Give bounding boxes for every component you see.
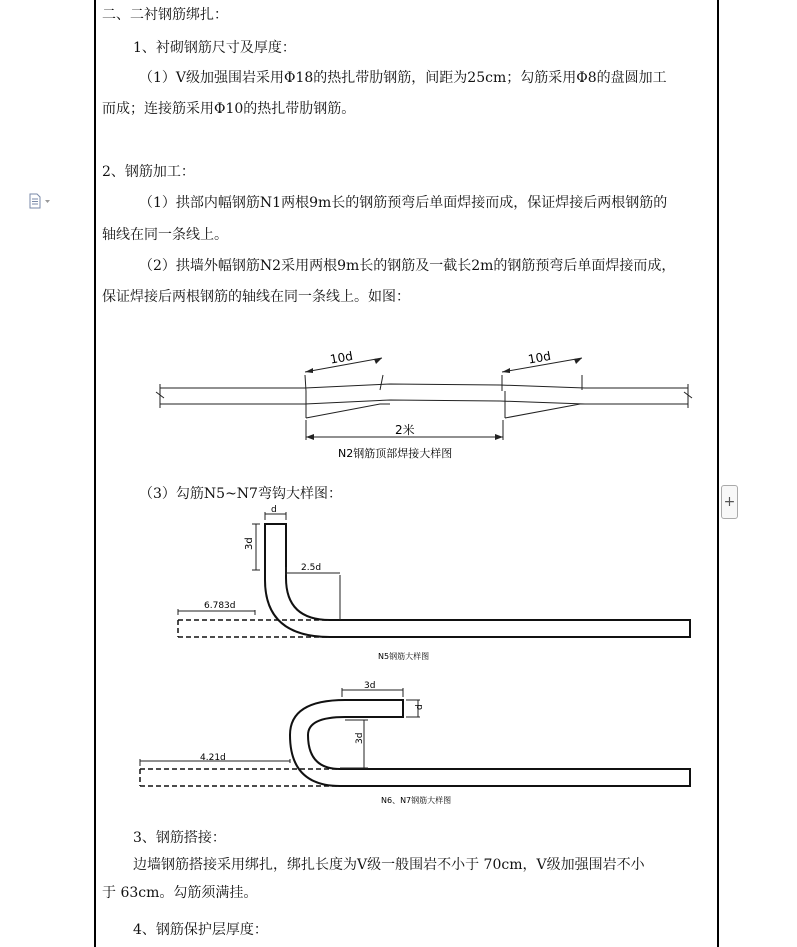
section-heading: 二、二衬钢筋绑扎：	[102, 7, 228, 23]
item3-paragraph-line1: 边墙钢筋搭接采用绑扎，绑扎长度为Ⅴ级一般围岩不小于 70cm，Ⅴ级加强围岩不小	[133, 857, 645, 873]
expand-button[interactable]: +	[721, 485, 738, 519]
n6-dim-side: d	[415, 704, 425, 710]
n5-dim-bend: 2.5d	[301, 563, 322, 573]
item1-title: 1、衬砌钢筋尺寸及厚度：	[133, 40, 296, 56]
item2-paragraph2-line2: 保证焊接后两根钢筋的轴线在同一条线上。如图：	[102, 289, 410, 305]
item2-paragraph2-line1: （2）拱墙外幅钢筋N2采用两根9m长的钢筋及一截长2m的钢筋预弯后单面焊接而成，	[139, 258, 676, 274]
n6-dim-lap: 4.21d	[200, 753, 226, 763]
n5-dim-height: 3d	[244, 537, 255, 550]
item1-paragraph-line2: 而成；连接筋采用Φ10的热扎带肋钢筋。	[102, 101, 356, 117]
n6-dim-top: 3d	[364, 681, 376, 691]
n5-caption: N5钢筋大样图	[378, 652, 430, 661]
n5-dim-top: d	[271, 505, 277, 515]
item2-paragraph3: （3）勾筋N5~N7弯钩大样图：	[139, 486, 342, 502]
item2-paragraph1-line1: （1）拱部内幅钢筋N1两根9m长的钢筋预弯后单面焊接而成，保证焊接后两根钢筋的	[139, 195, 668, 211]
n6-caption: N6、N7钢筋大样图	[381, 796, 452, 805]
n5-dim-lap: 6.783d	[204, 601, 236, 611]
item2-paragraph1-line2: 轴线在同一条线上。	[102, 227, 228, 243]
n2-dim-right: 10d	[526, 348, 552, 367]
n2-dim-left: 10d	[328, 348, 354, 367]
item2-title: 2、钢筋加工：	[102, 164, 195, 180]
n2-dim-span: 2米	[395, 423, 415, 437]
n2-caption: N2钢筋顶部焊接大样图	[338, 447, 453, 460]
item3-paragraph-line2: 于 63cm。勾筋须满挂。	[102, 885, 258, 901]
n6-dim-height: 3d	[355, 732, 365, 744]
item4-title: 4、钢筋保护层厚度：	[133, 922, 268, 938]
item3-title: 3、钢筋搭接：	[133, 830, 226, 846]
item1-paragraph-line1: （1）V级加强围岩采用Φ18的热扎带肋钢筋，间距为25cm；勾筋采用Φ8的盘圆加工	[139, 70, 667, 86]
